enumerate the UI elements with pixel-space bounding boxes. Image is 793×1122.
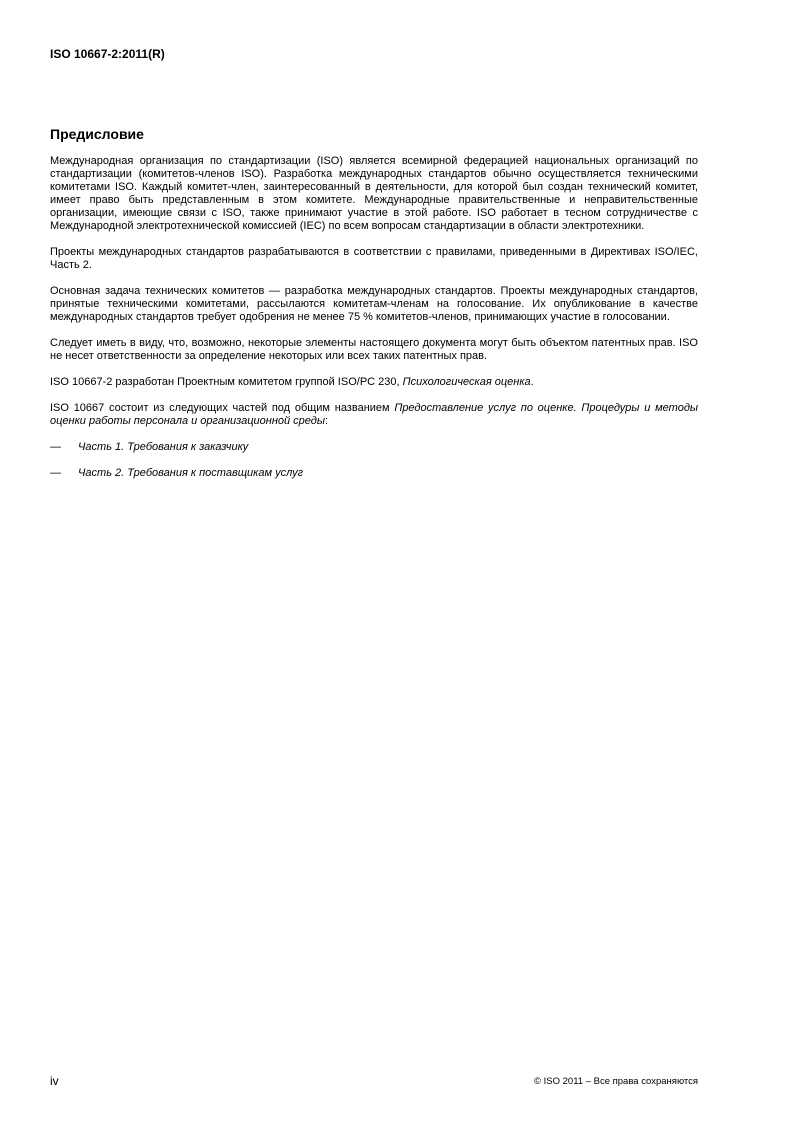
section-title: Предисловие — [50, 126, 144, 142]
page-number: iv — [50, 1074, 59, 1088]
dash-bullet: — — [50, 441, 61, 453]
general-title: Предоставление услуг по оценке. Процедуры и методы оценки работы персонала и организационной среды — [50, 402, 698, 427]
copyright-notice: © ISO 2011 – Все права сохраняются — [533, 1076, 698, 1087]
paragraph-committees: Основная задача технических комитетов — разработка международных стандартов. Проекты международных стандартов, принятые техническими комитетами, рассылаются комитетам-членам на голосование. Их опубликование в качестве международных стандартов требует одобрения не менее 75 % комитетов-членов, принимающих участие в голосовании. — [50, 285, 698, 323]
paragraph-patents: Следует иметь в виду, что, возможно, некоторые элементы настоящего документа могут быть объектом патентных прав. ISO не несет ответственности за определение некоторых или всех таких патентных прав. — [50, 337, 698, 362]
parts-intro-end: : — [324, 415, 329, 427]
list-item — [50, 467, 698, 480]
committee-name: Психологическая оценка — [402, 376, 531, 388]
part-label: Часть 1. Требования к заказчику — [78, 441, 249, 453]
list-item — [50, 441, 698, 454]
prepared-by-end: . — [530, 376, 534, 388]
paragraph-prepared-by — [50, 376, 698, 389]
parts-intro-text: ISO 10667 состоит из следующих частей под общим названием — [50, 402, 395, 414]
paragraph-parts-intro — [50, 402, 698, 428]
document-id-header: ISO 10667-2:2011(R) — [50, 47, 165, 61]
paragraph-directives: Проекты международных стандартов разрабатываются в соответствии с правилами, приведенными в Директивах ISO/IEC, Часть 2. — [50, 246, 698, 271]
foreword-section — [50, 126, 698, 493]
prepared-by-text: ISO 10667-2 разработан Проектным комитетом группой ISO/PC 230, — [50, 376, 403, 388]
paragraph-iso-intro: Международная организация по стандартизации (ISO) является всемирной федерацией национальных организаций по стандартизации (комитетов-членов ISO). Разработка международных стандартов обычно осуществляется техническими комитетами ISO. Каждый комитет-член, заинтересованный в деятельности, для которой был создан технический комитет, имеет право быть представленным в этом комитете. Международные правительственные и неправительственные организации, имеющие связи с ISO, также принимают участие в этой работе. ISO работает в тесном сотрудничестве с Международной электротехнической комиссией (IEC) по всем вопросам стандартизации в области электротехники. — [50, 155, 698, 232]
part-label: Часть 2. Требования к поставщикам услуг — [78, 467, 304, 479]
dash-bullet: — — [50, 467, 61, 479]
